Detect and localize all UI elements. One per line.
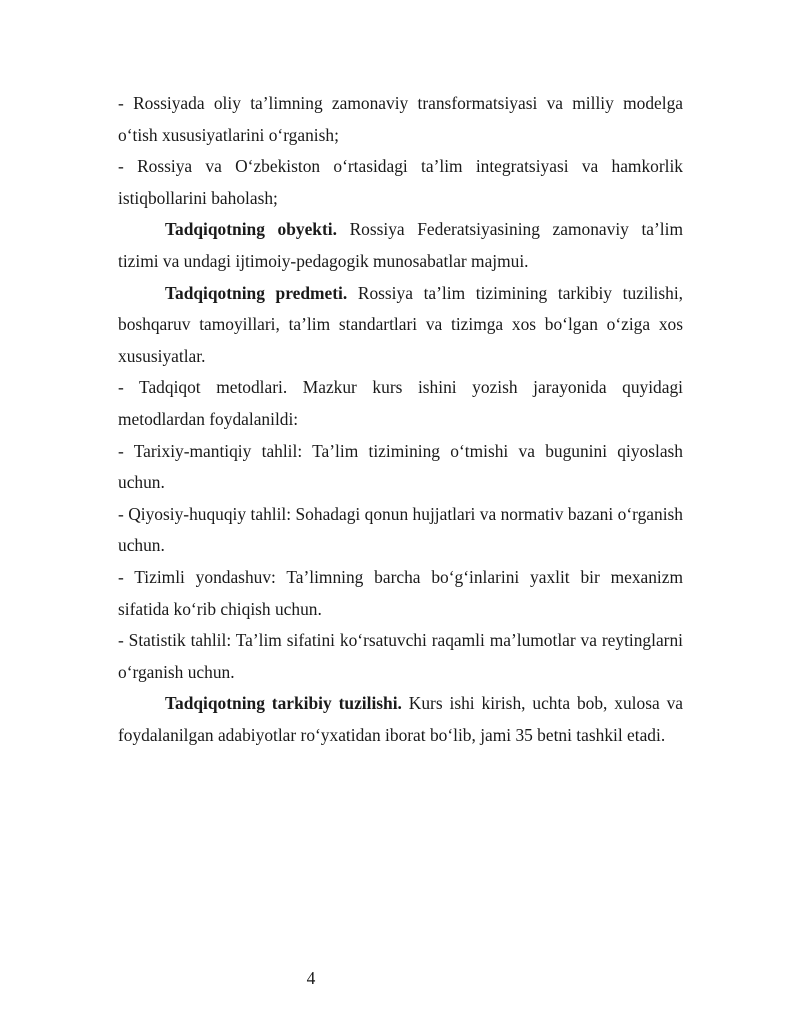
paragraph-research-object bbox=[118, 214, 683, 277]
paragraph-structure bbox=[118, 688, 683, 751]
paragraph-objective-1: - Rossiyada oliy ta’limning zamonaviy transformatsiyasi va milliy modelga o‘tish xususiyatlarini o‘rganish; bbox=[118, 93, 683, 145]
research-object-heading: Tadqiqotning obyekti. bbox=[165, 219, 337, 240]
paragraph-methods-intro: - Tadqiqot metodlari. Mazkur kurs ishini yozish jarayonida quyidagi metodlardan foydalanildi: bbox=[118, 377, 683, 429]
page-number: 4 bbox=[306, 968, 316, 988]
paragraph-method-comparative: - Qiyosiy-huquqiy tahlil: Sohadagi qonun hujjatlari va normativ bazani o‘rganish uchun. bbox=[118, 503, 683, 556]
document-page-body bbox=[118, 88, 692, 751]
research-subject-text: Rossiya ta’lim tizimining tarkibiy tuzilishi, boshqaruv tamoyillari, ta’lim standartlari va tizimga xos bo‘lgan o‘ziga xos xususiyatlar. bbox=[118, 282, 683, 366]
paragraph-method-historical: - Tarixiy-mantiqiy tahlil: Ta’lim tizimining o‘tmishi va bugunini qiyoslash uchun. bbox=[118, 440, 683, 493]
paragraph-method-systemic: - Tizimli yondashuv: Ta’limning barcha bo‘g‘inlarini yaxlit bir mexanizm sifatida ko‘rib chiqish uchun. bbox=[118, 566, 692, 619]
research-subject-heading: Tadqiqotning predmeti. bbox=[165, 282, 348, 303]
research-object-text: Rossiya Federatsiyasining zamonaviy ta’lim tizimi va undagi ijtimoiy-pedagogik munosabatlar majmui. bbox=[118, 219, 683, 271]
structure-heading: Tadqiqotning tarkibiy tuzilishi. bbox=[165, 693, 402, 714]
paragraph-research-subject bbox=[118, 278, 683, 373]
structure-text: Kurs ishi kirish, uchta bob, xulosa va foydalanilgan adabiyotlar ro‘yxatidan iborat bo‘lib, jami 35 betni tashkil etadi. bbox=[118, 693, 683, 745]
paragraph-objective-2: - Rossiya va O‘zbekiston o‘rtasidagi ta’lim integratsiyasi va hamkorlik istiqbollarini baholash; bbox=[118, 156, 683, 208]
paragraph-method-statistical: - Statistik tahlil: Ta’lim sifatini ko‘rsatuvchi raqamli ma’lumotlar va reytinglarni o‘rganish uchun. bbox=[118, 630, 683, 682]
